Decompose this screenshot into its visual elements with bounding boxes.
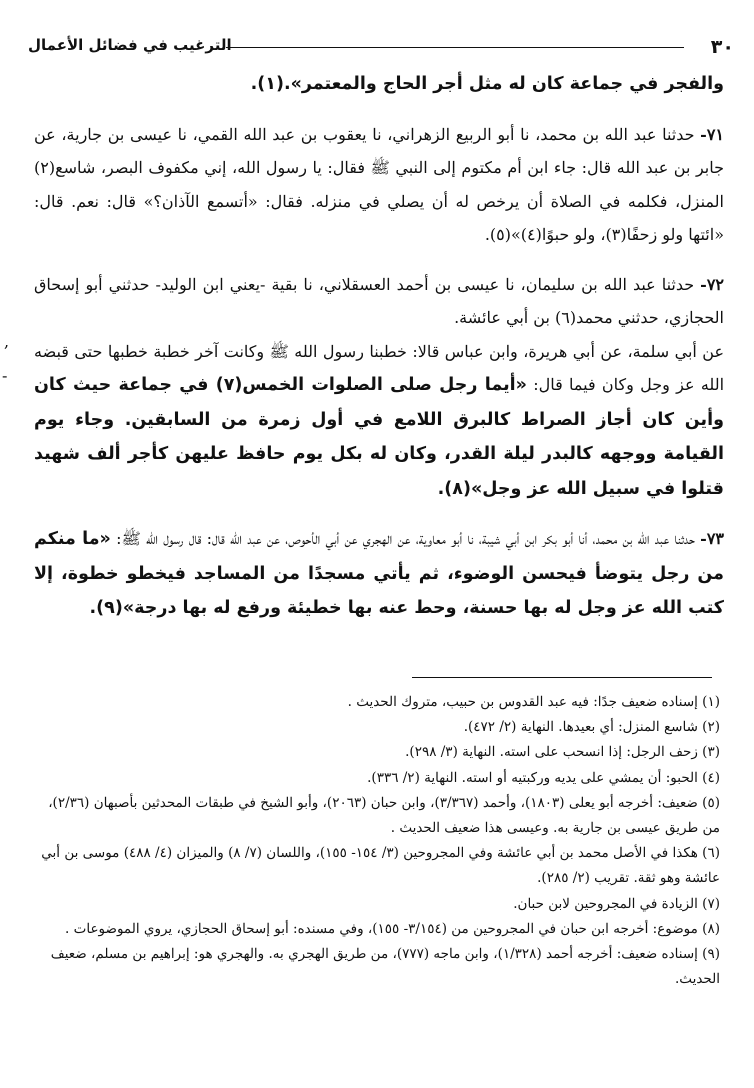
footnote: (٧) الزيادة في المجروحين لابن حبان. [513,895,720,912]
footnote: (٣) زحف الرجل: إذا انسحب على استه. النهاية (٣/ ٢٩٨). [405,744,720,761]
footnote: (٢) شاسع المنزل: أي بعيدها. النهاية (٢/ ٤٧٢). [463,719,720,736]
hadith-isnad: حدثنا عبد الله بن محمد، أنا أبو بكر ابن أبي شيبة، نا أبو معاوية، عن الهجري عن أبي الأحوص، عن عبد الله قال: قال رسول الله ﷺ: [116,529,695,548]
footnote: (١) إسناده ضعيف جدًا: فيه عبد القدوس بن حبيب، متروك الحديث . [347,694,720,710]
hadith-narration: عن أبي سلمة، عن أبي هريرة، وابن عباس قالا: خطبنا رسول الله ﷺ وكانت آخر خطبة خطبها حتى قبضه الله عز وجل وكان فيما قال: [34,341,725,394]
hadith-quote: «ما منكم من رجل يتوضأ فيحسن الوضوء، ثم يأتي مسجدًا من المساجد فيخطو خطوة، إلا كتب الله عز وجل له بها حسنة، وحط عنه بها خطيئة ورفع له بها درجة»(٩). [34,529,724,618]
hadith-71 [34,118,724,252]
page-number: ٣٠ [710,36,734,58]
footnotes [34,690,720,992]
continuation-line: والفجر في جماعة كان له مثل أجر الحاج والمعتمر».(١). [250,74,724,94]
running-header [28,36,734,58]
hadith-73 [34,522,724,626]
footnote-rule [412,677,712,678]
hadith-72 [34,268,724,335]
scan-mark: , [4,332,10,351]
book-title: الترغيب في فضائل الأعمال [28,36,232,54]
hadith-number: ٧٣- [700,529,724,548]
footnote: (٩) إسناده ضعيف: أخرجه أحمد (١/٣٢٨)، وابن ماجه (٧٧٧)، من طريق الهجري به. والهجري هو: إبراهيم بن مسلم، ضعيف الحديث. [50,946,720,988]
hadith-72-matn [34,335,724,507]
hadith-number: ٧١- [700,124,724,144]
footnote: (٥) ضعيف: أخرجه أبو يعلى (١٨٠٣)، وأحمد (٣/٣٦٧)، وابن حبان (٢٠٦٣)، وأبو الشيخ في طبقات المحدثين بأصبهان (٢/٣٦)، من طريق عيسى بن جارية به. وعيسى هذا ضعيف الحديث . [48,794,720,837]
footnote: (٦) هكذا في الأصل محمد بن أبي عائشة وفي المجروحين (٣/ ١٥٤- ١٥٥)، واللسان (٧/ ٨) والميزان (٤/ ٤٨٨) موسى بن أبي عائشة وهو ثقة. تقريب (٢/ ٢٨٥). [41,845,720,887]
footnote: (٨) موضوع: أخرجه ابن حبان في المجروحين من (٣/١٥٤- ١٥٥)، وفي مسنده: أبو إسحاق الحجازي، يروي الموضوعات . [65,920,720,937]
hadith-text: حدثنا عبد الله بن محمد، نا أبو الربيع الزهراني، نا يعقوب بن عبد الله القمي، نا عيسى بن جارية، عن جابر بن عبد الله قال: جاء ابن أم مكتوم إلى النبي ﷺ فقال: يا رسول الله، إني مكفوف البصر، شاسع(٢) المنزل، فكلمه في الصلاة أن يرخص له أن يصلي في منزله. فقال: «أتسمع الآذان؟» قال: نعم. قال: «ائتها ولو زحفًا(٣)، ولو حبوًا(٤)»(٥). [34,124,724,244]
main-text [34,68,724,626]
hadith-number: ٧٢- [700,274,724,294]
hadith-isnad: حدثنا عبد الله بن سليمان، نا عيسى بن أحمد العسقلاني، نا بقية -يعني ابن الوليد- حدثني أبو إسحاق الحجازي، حدثني محمد(٦) بن أبي عائشة. [34,274,724,327]
hadith-quote: «أيما رجل صلى الصلوات الخمس(٧) في جماعة حيث كان وأين كان أجاز الصراط كالبرق اللامع في أول زمرة من السابقين. وجاء يوم القيامة ووجهه كالبدر ليلة القدر، وكان له بكل يوم حافظ عليهن كأجر ألف شهيد قتلوا في سبيل الله عز وجل»(٨). [34,375,724,499]
footnote: (٤) الحبو: أن يمشي على يديه وركبتيه أو استه. النهاية (٢/ ٣٣٦). [367,769,720,786]
scan-mark: - [2,366,8,385]
header-rule [226,47,684,48]
